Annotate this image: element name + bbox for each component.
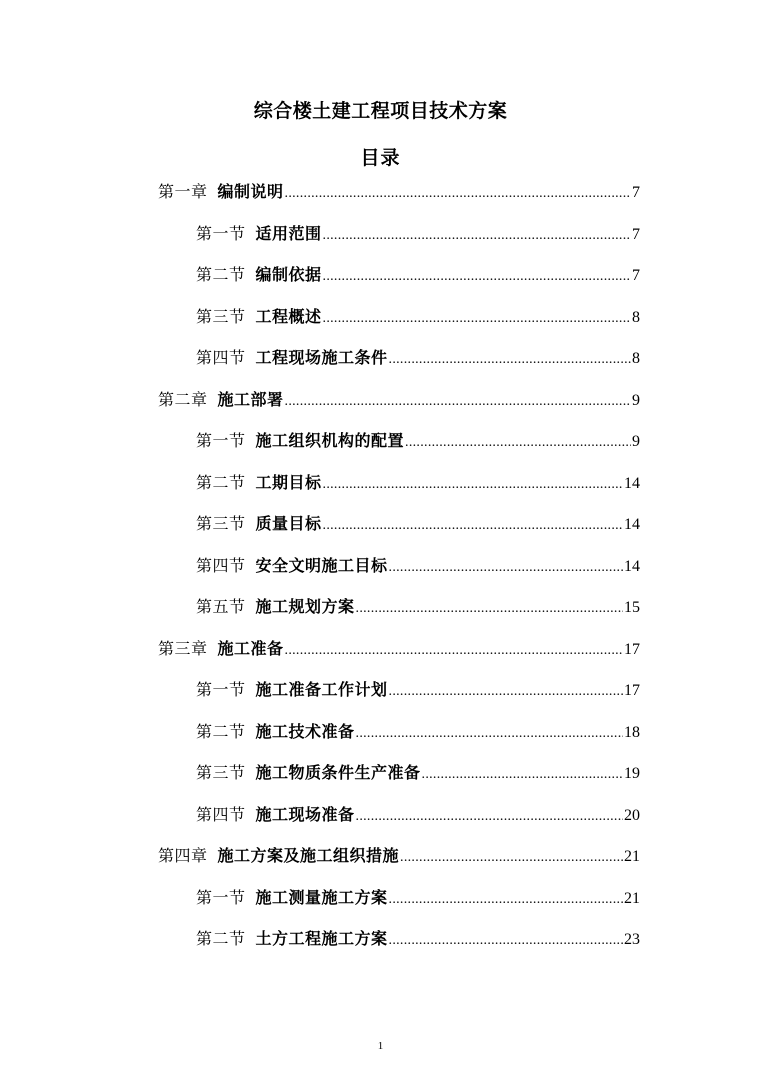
dot-leader xyxy=(356,597,623,621)
toc-entry-section[interactable] xyxy=(196,554,640,578)
toc-entry-chapter[interactable] xyxy=(158,388,640,412)
toc-entry-label: 第四节 xyxy=(196,348,246,367)
toc-entry-page: 19 xyxy=(624,765,640,782)
toc-entry-section[interactable] xyxy=(196,429,640,453)
dot-leader xyxy=(285,182,631,206)
toc-entry-heading: 施工现场准备 xyxy=(255,804,355,824)
toc-entry-heading: 施工组织机构的配置 xyxy=(255,431,405,450)
toc-entry-heading: 土方工程施工方案 xyxy=(255,929,388,948)
toc-entry-chapter[interactable] xyxy=(158,180,640,204)
toc-entry-section[interactable] xyxy=(196,595,640,619)
toc-entry-page: 8 xyxy=(632,350,640,367)
toc-entry-page: 9 xyxy=(632,391,640,409)
toc-heading: 目录 xyxy=(360,147,401,169)
dot-leader xyxy=(422,763,623,787)
toc-entry-page: 7 xyxy=(632,184,640,201)
toc-entry-heading: 施工规划方案 xyxy=(255,597,355,616)
toc-entry-label: 第一节 xyxy=(196,680,246,699)
toc-entry-page: 7 xyxy=(632,225,640,243)
toc-entry-label: 第三节 xyxy=(196,306,246,326)
toc-entry-page: 15 xyxy=(624,599,640,616)
dot-leader xyxy=(389,348,631,372)
toc-entry-heading: 编制说明 xyxy=(217,182,284,201)
toc-entry-label: 第四节 xyxy=(196,555,246,575)
dot-leader xyxy=(405,431,631,455)
toc-entry-page: 21 xyxy=(624,889,640,907)
toc-entry-heading: 安全文明施工目标 xyxy=(255,555,388,575)
dot-leader xyxy=(356,805,623,829)
dot-leader xyxy=(389,929,623,953)
toc-entry-section[interactable] xyxy=(196,720,640,744)
toc-entry-label: 第五节 xyxy=(196,597,246,616)
dot-leader xyxy=(285,639,623,663)
toc-entry-label: 第一章 xyxy=(158,182,208,201)
toc-entry-page: 7 xyxy=(632,267,640,284)
toc-entry-section[interactable] xyxy=(196,678,640,702)
toc-entry-page: 8 xyxy=(632,308,640,326)
toc-entry-page: 14 xyxy=(624,474,640,492)
dot-leader xyxy=(285,390,631,414)
toc-entry-heading: 施工测量施工方案 xyxy=(255,887,388,907)
dot-leader xyxy=(323,224,631,248)
toc-entry-page: 17 xyxy=(624,640,640,658)
toc-entry-label: 第三节 xyxy=(196,514,246,533)
toc-entry-heading: 工程概述 xyxy=(255,306,322,326)
toc-entry-label: 第一节 xyxy=(196,887,246,907)
toc-entry-heading: 施工物质条件生产准备 xyxy=(255,763,421,782)
toc-entry-page: 21 xyxy=(624,848,640,865)
toc-entry-page: 18 xyxy=(624,723,640,741)
toc-entry-label: 第二节 xyxy=(196,472,246,492)
toc-entry-page: 9 xyxy=(632,433,640,450)
toc-entry-label: 第四节 xyxy=(196,804,246,824)
toc-entry-heading: 施工方案及施工组织措施 xyxy=(217,846,400,865)
dot-leader xyxy=(323,307,631,331)
toc-entry-page: 20 xyxy=(624,806,640,824)
toc-entry-section[interactable] xyxy=(196,471,640,495)
dot-leader xyxy=(356,722,623,746)
toc-entry-section[interactable] xyxy=(196,346,640,370)
toc-entry-section[interactable] xyxy=(196,305,640,329)
toc-entry-label: 第二节 xyxy=(196,265,246,284)
toc-entry-section[interactable] xyxy=(196,222,640,246)
document-title: 综合楼土建工程项目技术方案 xyxy=(253,100,508,122)
toc-entry-label: 第三章 xyxy=(158,638,208,658)
toc-entry-label: 第二节 xyxy=(196,929,246,948)
toc-entry-section[interactable] xyxy=(196,263,640,287)
toc-entry-label: 第二节 xyxy=(196,721,246,741)
toc-entry-heading: 施工技术准备 xyxy=(255,721,355,741)
dot-leader xyxy=(400,846,623,870)
toc-entry-heading: 编制依据 xyxy=(255,265,322,284)
dot-leader xyxy=(323,514,623,538)
toc-entry-label: 第二章 xyxy=(158,389,208,409)
toc-entry-page: 17 xyxy=(624,682,640,699)
toc-entry-label: 第一节 xyxy=(196,431,246,450)
toc-entry-section[interactable] xyxy=(196,761,640,785)
toc-entry-heading: 质量目标 xyxy=(255,514,322,533)
toc-entry-page: 23 xyxy=(624,931,640,948)
toc-entry-heading: 施工准备 xyxy=(217,638,284,658)
toc-entry-chapter[interactable] xyxy=(158,637,640,661)
dot-leader xyxy=(323,473,623,497)
toc-entry-label: 第四章 xyxy=(158,846,208,865)
toc-entry-heading: 工程现场施工条件 xyxy=(255,348,388,367)
toc-entry-section[interactable] xyxy=(196,886,640,910)
toc-entry-page: 14 xyxy=(624,557,640,575)
dot-leader xyxy=(389,680,623,704)
toc-entry-heading: 施工准备工作计划 xyxy=(255,680,388,699)
toc-entry-heading: 施工部署 xyxy=(217,389,284,409)
dot-leader xyxy=(389,556,623,580)
toc-entry-label: 第一节 xyxy=(196,223,246,243)
page-number: 1 xyxy=(377,1040,384,1052)
toc-entry-section[interactable] xyxy=(196,512,640,536)
toc-entry-heading: 适用范围 xyxy=(255,223,322,243)
toc-entry-section[interactable] xyxy=(196,803,640,827)
toc-entry-label: 第三节 xyxy=(196,763,246,782)
dot-leader xyxy=(389,888,623,912)
toc-entry-heading: 工期目标 xyxy=(255,472,322,492)
toc-entry-page: 14 xyxy=(624,516,640,533)
toc-entry-chapter[interactable] xyxy=(158,844,640,868)
toc-entry-section[interactable] xyxy=(196,927,640,951)
dot-leader xyxy=(323,265,631,289)
